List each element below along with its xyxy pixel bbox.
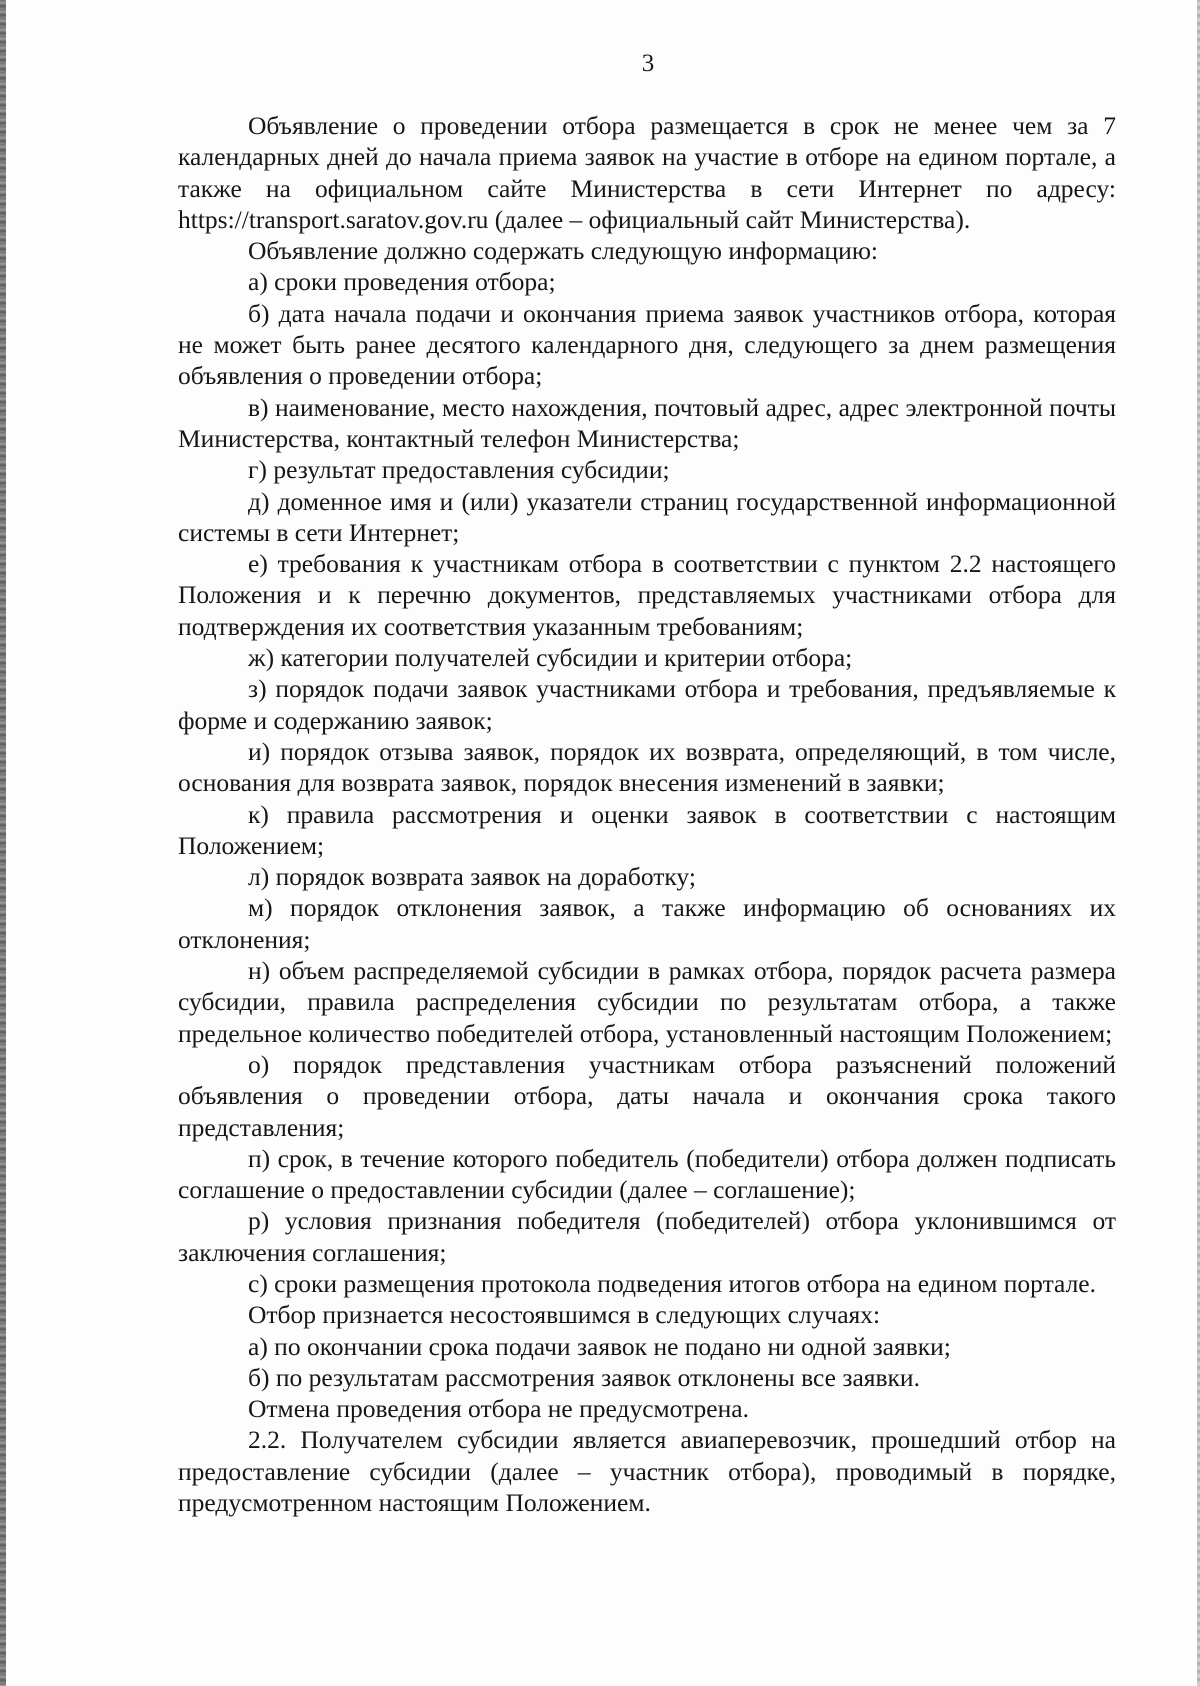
page-number: 3 (641, 50, 655, 77)
list-item: б) по результатам рассмотрения заявок отклонены все заявки. (248, 1362, 920, 1392)
paragraph: 2.2. Получателем субсидии является авиаперевозчик, прошедший отбор на предоставление субсидии (далее – участник отбора), проводимый в порядке, предусмотренном настоящим Положением. (178, 1425, 1116, 1518)
list-item: г) результат предоставления субсидии; (248, 455, 670, 485)
list-item: п) срок, в течение которого победитель (победители) отбора должен подписать соглашение о предоставлении субсидии (далее – соглашение); (178, 1143, 1116, 1205)
list-item: о) порядок представления участникам отбора разъяснений положений объявления о проведении отбора, даты начала и окончания срока такого представления; (178, 1049, 1116, 1142)
paragraph: Отбор признается несостоявшимся в следующих случаях: (248, 1300, 881, 1330)
paragraph: Объявление о проведении отбора размещается в срок не менее чем за 7 календарных дней до начала приема заявок на участие в отборе на едином портале, а также на официальном сайте Министерства в сети Интернет по адресу: https://transport.saratov.gov.ru (далее – официальный сайт Министерства). (178, 111, 1116, 234)
list-item: л) порядок возврата заявок на доработку; (248, 862, 696, 892)
list-item: и) порядок отзыва заявок, порядок их возврата, определяющий, в том числе, основания для возврата заявок, порядок внесения изменений в заявки; (178, 736, 1116, 798)
scan-edge-left (0, 0, 6, 1686)
list-item: ж) категории получателей субсидии и критерии отбора; (248, 643, 853, 673)
paragraph: Отмена проведения отбора не предусмотрена. (248, 1394, 749, 1424)
document-body (178, 110, 1116, 1518)
list-item: м) порядок отклонения заявок, а также информацию об основаниях их отклонения; (178, 893, 1116, 954)
paragraph: Объявление должно содержать следующую информацию: (248, 236, 878, 266)
list-item: е) требования к участникам отбора в соответствии с пунктом 2.2 настоящего Положения и к перечню документов, представляемых участниками отбора для подтверждения их соответствия указанным требованиям; (178, 549, 1116, 641)
list-item: н) объем распределяемой субсидии в рамках отбора, порядок расчета размера субсидии, правила распределения субсидии по результатам отбора, а также предельное количество победителей отбора, установленный настоящим Положением; (178, 956, 1116, 1048)
list-item: к) правила рассмотрения и оценки заявок в соответствии с настоящим Положением; (178, 799, 1116, 860)
list-item: р) условия признания победителя (победителей) отбора уклонившимся от заключения соглашения; (178, 1206, 1116, 1267)
list-item: а) по окончании срока подачи заявок не подано ни одной заявки; (248, 1331, 951, 1361)
list-item: б) дата начала подачи и окончания приема заявок участников отбора, которая не может быть ранее десятого календарного дня, следующего за днем размещения объявления о проведении отбора; (178, 298, 1116, 391)
list-item: а) сроки проведения отбора; (248, 267, 556, 297)
list-item: в) наименование, место нахождения, почтовый адрес, адрес электронной почты Министерства, контактный телефон Министерства; (178, 392, 1116, 453)
list-item: з) порядок подачи заявок участниками отбора и требования, предъявляемые к форме и содержанию заявок; (178, 674, 1116, 735)
list-item: с) сроки размещения протокола подведения итогов отбора на едином портале. (248, 1268, 1096, 1298)
list-item: д) доменное имя и (или) указатели страниц государственной информационной системы в сети Интернет; (178, 486, 1116, 547)
